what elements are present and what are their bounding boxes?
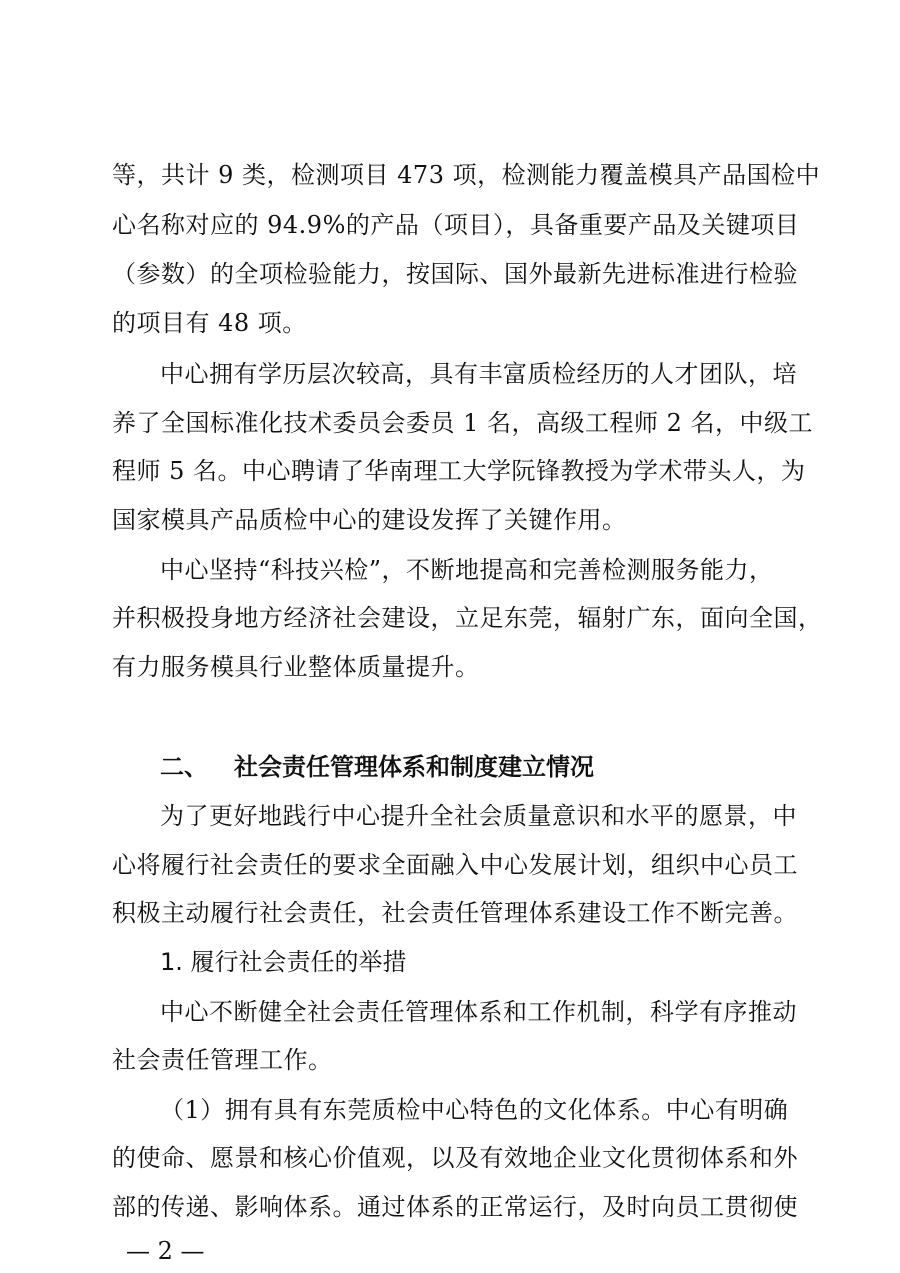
paragraph-4-line-1: 为了更好地践行中心提升全社会质量意识和水平的愿景，中 (160, 802, 797, 830)
paragraph-5-line-2: 社会责任管理工作。 (112, 1046, 333, 1074)
paragraph-6-line-3: 部的传递、影响体系。通过体系的正常运行，及时向员工贯彻使 (112, 1193, 798, 1221)
paragraph-3-line-3: 有力服务模具行业整体质量提升。 (112, 653, 480, 681)
paragraph-4-line-3: 积极主动履行社会责任，社会责任管理体系建设工作不断完善。 (112, 899, 798, 927)
paragraph-6-line-1: （1）拥有具有东莞质检中心特色的文化体系。中心有明确 (160, 1096, 789, 1124)
paragraph-2-line-1: 中心拥有学历层次较高，具有丰富质检经历的人才团队，培 (160, 360, 797, 388)
paragraph-1-line-2: 心名称对应的 94.9%的产品（项目），具备重要产品及关键项目 (112, 211, 800, 239)
paragraph-2-line-2: 养了全国标准化技术委员会委员 1 名，高级工程师 2 名，中级工 (112, 409, 814, 437)
paragraph-4-line-2: 心将履行社会责任的要求全面融入中心发展计划，组织中心员工 (112, 851, 798, 879)
paragraph-1-line-4: 的项目有 48 项。 (112, 309, 307, 337)
paragraph-2-line-4: 国家模具产品质检中心的建设发挥了关键作用。 (112, 506, 627, 534)
section-2-heading (160, 750, 594, 784)
subsection-1-title: 1. 履行社会责任的举措 (160, 948, 407, 976)
section-2-number: 二、 (160, 753, 208, 781)
page-number: — 2 — (126, 1237, 205, 1265)
paragraph-6-line-2: 的使命、愿景和核心价值观，以及有效地企业文化贯彻体系和外 (112, 1144, 798, 1172)
paragraph-5-line-1: 中心不断健全社会责任管理体系和工作机制，科学有序推动 (160, 998, 797, 1026)
paragraph-2-line-3: 程师 5 名。中心聘请了华南理工大学阮锋教授为学术带头人，为 (112, 457, 806, 485)
paragraph-1-line-3: （参数）的全项检验能力，按国际、国外最新先进标准进行检验 (112, 260, 798, 288)
paragraph-3-line-2: 并积极投身地方经济社会建设，立足东莞，辐射广东，面向全国， (112, 604, 823, 632)
paragraph-1-line-1: 等，共计 9 类，检测项目 473 项，检测能力覆盖模具产品国检中 (112, 161, 821, 189)
paragraph-3-line-1: 中心坚持“科技兴检”，不断地提高和完善检测服务能力， (160, 556, 774, 584)
section-2-title: 社会责任管理体系和制度建立情况 (234, 753, 594, 781)
